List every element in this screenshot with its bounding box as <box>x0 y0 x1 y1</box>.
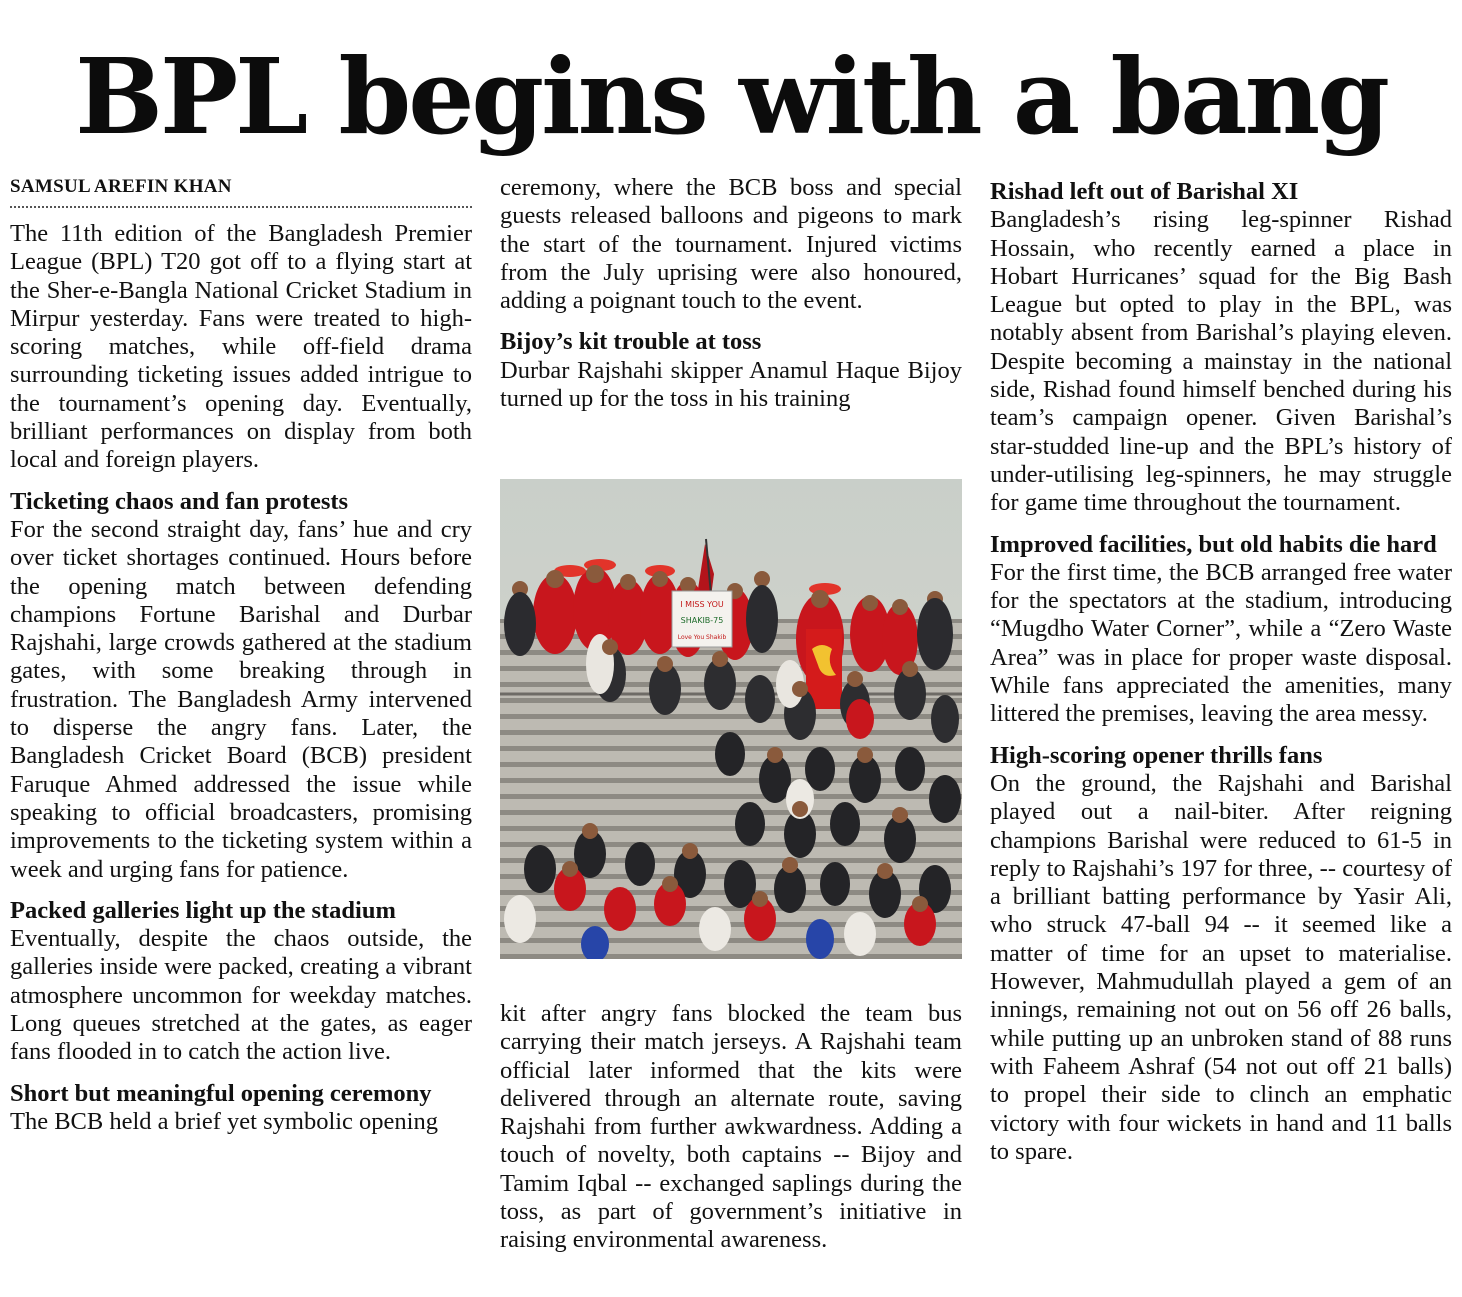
kit-paragraph-start: Durbar Rajshahi skipper Anamul Haque Bijoy turned up for the toss in his training <box>500 356 962 413</box>
column-3 <box>990 174 1452 1289</box>
rishad-paragraph: Bangladesh’s rising leg-spinner Rishad Hossain, who recently earned a place in Hobart Hurricanes’ squad for the Big Bash League but opted to play in the BPL, was notably absent from Barishal’s playing eleven. Despite becoming a mainstay in the national side, Rishad found himself benched during his team’s campaign opener. Given Barishal’s star-studded line-up and the BPL’s history of under-utilising leg-spinners, he may struggle for game time throughout the tournament. <box>990 206 1452 517</box>
subhead-facilities: Improved facilities, but old habits die hard <box>990 530 1437 558</box>
facilities-paragraph: For the first time, the BCB arranged free water for the spectators at the stadium, introducing “Mugdho Water Corner”, while a “Zero Waste Area” was in place for proper waste disposal. While fans appreciated the amenities, many littered the premises, leaving the area messy. <box>990 558 1452 728</box>
ceremony-paragraph-start: The BCB held a brief yet symbolic opening <box>10 1107 438 1135</box>
column-1 <box>10 174 472 1289</box>
byline-divider <box>10 206 472 208</box>
column-2 <box>500 174 962 1289</box>
subhead-ticketing: Ticketing chaos and fan protests <box>10 487 349 515</box>
sign-line-2: SHAKIB-75 <box>680 616 724 625</box>
byline: SAMSUL AREFIN KHAN <box>10 176 232 197</box>
subhead-galleries: Packed galleries light up the stadium <box>10 896 396 924</box>
kit-paragraph-continued: kit after angry fans blocked the team bus carrying their match jerseys. A Rajshahi team official later informed that the kits were delivered through an alternate route, saving Rajshahi from further awkwardness. Adding a touch of novelty, both captains -- Bijoy and Tamim Iqbal -- exchanged saplings during the toss, as part of government’s initiative in raising environmental awareness. <box>500 1000 962 1254</box>
kit-continued-block <box>500 1000 962 1255</box>
sign-line-3: Love You Shakib <box>677 634 727 641</box>
opener-paragraph: On the ground, the Rajshahi and Barishal played out a nail-biter. After reigning champions Barishal were reduced to 61-5 in reply to Rajshahi’s 197 for three, -- courtesy of a brilliant batting performance by Yasir Ali, who struck 47-ball 94 -- it seemed like a matter of time for an upset to materialise. However, Mahmudullah played a gem of an innings, remaining not out on 56 off 26 balls, while putting up an unbroken stand of 88 runs with Faheem Ashraf (54 not out off 21 balls) to propel their side to clinch an emphatic victory with four wickets in hand and 11 balls to spare. <box>990 769 1452 1165</box>
crowd-illustration <box>500 479 962 959</box>
ticketing-paragraph: For the second straight day, fans’ hue and cry over ticket shortages continued. Hours before the opening match between defending champions Fortune Barishal and Durbar Rajshahi, large crowds gathered at the stadium gates, with some breaking through in frustration. The Bangladesh Army intervened to disperse the angry fans. Later, the Bangladesh Cricket Board (BCB) president Faruque Ahmed addressed the issue while speaking to official broadcasters, promising improvements to the ticketing system within a week and urging fans for patience. <box>10 515 472 883</box>
galleries-paragraph: Eventually, despite the chaos outside, the galleries inside were packed, creating a vibrant atmosphere uncommon for weekday matches. Long queues stretched at the gates, as eager fans flooded in to catch the action live. <box>10 925 472 1066</box>
ceremony-paragraph-continued: ceremony, where the BCB boss and special guests released balloons and pigeons to mark the start of the tournament. Injured victims from the July uprising were also honoured, adding a poignant touch to the event. <box>500 174 962 315</box>
subhead-rishad: Rishad left out of Barishal XI <box>990 178 1299 205</box>
sign-line-1: I MISS YOU <box>680 600 724 609</box>
subhead-opener: High-scoring opener thrills fans <box>990 741 1323 769</box>
subhead-ceremony: Short but meaningful opening ceremony <box>10 1079 432 1107</box>
crowd-photo <box>500 479 962 959</box>
headline: BPL begins with a bang <box>75 35 1387 158</box>
intro-paragraph: The 11th edition of the Bangladesh Premier League (BPL) T20 got off to a flying start at the Sher-e-Bangla National Cricket Stadium in Mirpur yesterday. Fans were treated to high-scoring matches, while off-field drama surrounding ticketing issues added intrigue to the tournament’s opening day. Eventually, brilliant performances on display from both local and foreign players. <box>10 220 472 474</box>
subhead-kit: Bijoy’s kit trouble at toss <box>500 328 762 356</box>
